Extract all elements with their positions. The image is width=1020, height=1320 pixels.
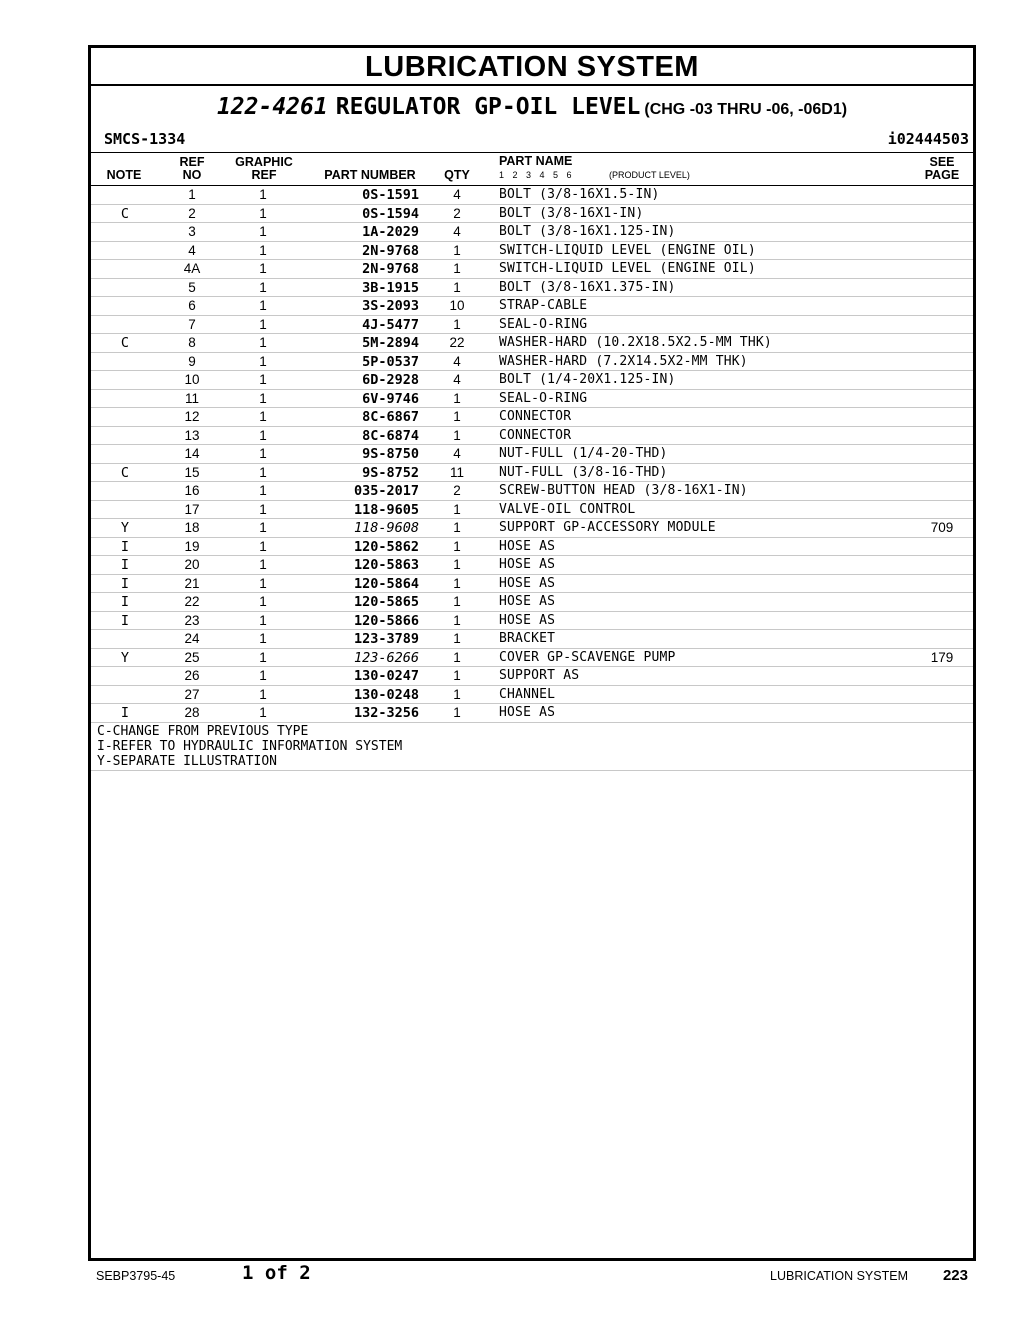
row-part-number: 120-5862 [353,538,419,555]
header-product-level: (PRODUCT LEVEL) [609,170,690,180]
row-qty: 4 [453,224,461,239]
row-ref-no: 28 [184,705,200,720]
row-ref-no: 21 [184,575,200,591]
header-part-name: PART NAME [499,154,573,168]
row-graphic-ref: 1 [259,594,267,609]
row-graphic-ref: 1 [259,316,267,332]
row-part-name: SWITCH-LIQUID LEVEL (ENGINE OIL) [499,261,756,276]
table-row [91,316,973,335]
row-graphic-ref: 1 [259,390,267,406]
row-part-name: BRACKET [499,631,556,646]
row-note: C [120,335,130,351]
group-part-number: 122-4261 [216,94,328,120]
smcs-line [91,128,973,152]
row-ref-no: 25 [184,649,200,665]
row-qty: 1 [453,575,461,591]
row-qty: 1 [453,649,461,665]
row-ref-no: 26 [184,668,200,683]
page-footer [96,1262,968,1288]
row-qty: 1 [453,242,461,258]
row-part-name: HOSE AS [499,575,556,591]
row-part-number: 130-0247 [353,668,419,684]
row-qty: 1 [453,261,461,276]
row-qty: 1 [453,612,461,628]
row-note: C [120,205,130,222]
smcs-code: SMCS-1334 [104,130,186,148]
table-row [91,686,973,705]
row-ref-no: 1 [188,187,196,202]
row-graphic-ref: 1 [259,279,267,295]
row-part-name: SEAL-O-RING [499,390,588,406]
row-ref-no: 27 [184,686,200,702]
row-part-name: HOSE AS [499,705,556,720]
row-qty: 10 [449,298,465,313]
row-graphic-ref: 1 [259,353,267,369]
row-part-name: BOLT (3/8-16X1.5-IN) [499,187,660,202]
table-row [91,445,973,464]
row-qty: 1 [453,557,461,572]
row-graphic-ref: 1 [259,483,267,498]
row-graphic-ref: 1 [259,187,267,202]
row-part-number: 120-5863 [353,557,419,573]
row-qty: 1 [453,427,461,443]
row-ref-no: 17 [184,501,200,517]
footer-page-number: 223 [942,1267,968,1284]
row-part-number: 123-3789 [353,631,419,647]
table-row [91,630,973,649]
row-part-number: 9S-8750 [362,446,419,462]
row-note: I [120,557,130,573]
row-ref-no: 18 [184,520,200,535]
row-see-page: 709 [930,520,954,535]
row-graphic-ref: 1 [259,464,267,480]
row-graphic-ref: 1 [259,557,267,572]
group-change-range: (CHG -03 THRU -06, -06D1) [644,101,848,118]
row-part-number: 3S-2093 [362,298,419,314]
section-title: LUBRICATION SYSTEM [91,48,973,86]
row-part-number: 123-6266 [353,649,419,666]
row-part-number: 118-9608 [353,520,419,536]
row-part-number: 2N-9768 [362,242,419,259]
row-part-number: 0S-1591 [362,187,419,203]
row-qty: 1 [453,501,461,517]
row-part-name: BOLT (3/8-16X1-IN) [499,205,644,221]
row-ref-no: 15 [184,464,200,480]
row-qty: 1 [453,316,461,332]
row-graphic-ref: 1 [259,298,267,313]
row-graphic-ref: 1 [259,575,267,591]
row-part-number: 2N-9768 [362,261,419,277]
header-ref: REF [179,155,205,169]
table-row [91,649,973,668]
row-part-name: COVER GP-SCAVENGE PUMP [499,649,676,665]
table-row [91,612,973,631]
row-ref-no: 7 [188,316,196,332]
row-graphic-ref: 1 [259,631,267,646]
table-row [91,667,973,686]
row-part-name: NUT-FULL (3/8-16-THD) [499,464,668,480]
row-ref-no: 8 [188,335,196,350]
row-qty: 1 [453,538,461,554]
row-part-name: WASHER-HARD (7.2X14.5X2-MM THK) [499,353,748,369]
row-note: I [120,705,130,721]
row-ref-no: 5 [188,279,196,295]
row-qty: 4 [453,187,461,202]
parts-page-frame [88,45,976,1261]
row-qty: 1 [453,686,461,702]
row-part-number: 8C-6867 [362,409,419,425]
row-graphic-ref: 1 [259,649,267,665]
row-note: Y [120,520,130,536]
row-ref-no: 2 [188,205,196,221]
row-part-name: CONNECTOR [499,427,572,443]
row-graphic-ref: 1 [259,335,267,350]
row-part-name: SCREW-BUTTON HEAD (3/8-16X1-IN) [499,483,748,498]
row-part-number: 120-5864 [353,575,419,592]
row-note: I [120,594,130,610]
row-part-number: 4J-5477 [362,316,419,333]
table-row [91,408,973,427]
footer-section: LUBRICATION SYSTEM [770,1269,908,1283]
row-graphic-ref: 1 [259,538,267,554]
row-qty: 1 [453,631,461,646]
row-part-number: 130-0248 [353,686,419,703]
group-heading [91,86,973,128]
table-row [91,223,973,242]
row-part-number: 1A-2029 [362,224,419,240]
header-graphic-ref: REF [251,168,277,182]
row-part-name: SEAL-O-RING [499,316,588,332]
footer-page-of: 1 of 2 [242,1262,311,1284]
row-ref-no: 6 [188,298,196,313]
header-see: SEE [929,155,955,169]
table-row [91,353,973,372]
table-row [91,575,973,594]
row-part-name: CONNECTOR [499,409,572,424]
row-ref-no: 12 [184,409,200,424]
row-ref-no: 22 [184,594,200,609]
note-change: C-CHANGE FROM PREVIOUS TYPE [97,723,309,739]
row-part-name: NUT-FULL (1/4-20-THD) [499,446,668,461]
header-note: NOTE [106,168,142,182]
table-row [91,279,973,298]
row-ref-no: 13 [184,427,200,443]
header-product-level-digits: 1 2 3 4 5 6 [499,170,572,180]
row-part-name: HOSE AS [499,538,556,554]
row-part-name: WASHER-HARD (10.2X18.5X2.5-MM THK) [499,335,772,350]
note-separate: Y-SEPARATE ILLUSTRATION [97,753,278,769]
header-part-number: PART NUMBER [324,168,416,182]
row-qty: 4 [453,446,461,461]
table-row [91,390,973,409]
row-part-number: 120-5865 [353,594,419,610]
row-graphic-ref: 1 [259,501,267,517]
row-ref-no: 9 [188,353,196,369]
table-row [91,427,973,446]
row-part-name: VALVE-OIL CONTROL [499,501,636,517]
table-row [91,464,973,483]
header-no: NO [182,168,202,182]
row-graphic-ref: 1 [259,686,267,702]
row-graphic-ref: 1 [259,372,267,387]
row-part-number: 120-5866 [353,612,419,629]
note-hydraulic: I-REFER TO HYDRAULIC INFORMATION SYSTEM [97,738,403,754]
row-part-name: BOLT (3/8-16X1.375-IN) [499,279,676,295]
table-row [91,538,973,557]
table-header [91,152,973,186]
row-ref-no: 19 [184,538,200,554]
table-row [91,205,973,224]
row-part-number: 118-9605 [353,501,419,518]
row-graphic-ref: 1 [259,446,267,461]
table-row [91,519,973,538]
row-qty: 4 [453,353,461,369]
notes-legend [91,723,973,771]
row-qty: 22 [449,335,465,350]
group-description: REGULATOR GP-OIL LEVEL [335,94,641,120]
table-row [91,242,973,261]
table-row [91,704,973,723]
row-qty: 1 [453,409,461,424]
row-graphic-ref: 1 [259,612,267,628]
row-see-page: 179 [930,649,954,665]
row-part-name: BOLT (3/8-16X1.125-IN) [499,224,676,239]
row-graphic-ref: 1 [259,668,267,683]
row-graphic-ref: 1 [259,224,267,239]
row-ref-no: 4 [188,242,196,258]
row-graphic-ref: 1 [259,427,267,443]
header-page: PAGE [924,168,960,182]
row-note: I [120,575,130,592]
row-part-number: 5P-0537 [362,353,419,370]
row-part-name: HOSE AS [499,557,556,572]
row-ref-no: 10 [184,372,200,387]
table-row [91,297,973,316]
table-row [91,371,973,390]
footer-doc-number: SEBP3795-45 [96,1269,176,1283]
row-ref-no: 23 [184,612,200,628]
row-ref-no: 14 [184,446,200,461]
row-part-name: HOSE AS [499,594,556,609]
row-part-name: BOLT (1/4-20X1.125-IN) [499,372,676,387]
row-part-name: SUPPORT GP-ACCESSORY MODULE [499,520,716,535]
row-qty: 2 [453,205,461,221]
row-part-number: 6V-9746 [362,390,419,407]
table-row [91,334,973,353]
row-qty: 1 [453,390,461,406]
row-part-name: SWITCH-LIQUID LEVEL (ENGINE OIL) [499,242,756,258]
row-ref-no: 11 [184,390,199,406]
row-part-number: 3B-1915 [362,279,419,296]
row-part-number: 6D-2928 [362,372,419,388]
parts-table-body [91,186,973,723]
row-part-number: 8C-6874 [362,427,419,444]
row-part-name: STRAP-CABLE [499,298,588,313]
row-part-number: 9S-8752 [362,464,419,481]
table-row [91,593,973,612]
row-qty: 11 [449,464,464,480]
row-ref-no: 20 [184,557,200,572]
row-part-number: 132-3256 [353,705,419,721]
row-graphic-ref: 1 [259,205,267,221]
row-note: C [120,464,130,481]
row-ref-no: 4A [183,261,201,276]
row-graphic-ref: 1 [259,261,267,276]
row-qty: 1 [453,520,461,535]
row-qty: 1 [453,279,461,295]
table-row [91,186,973,205]
table-row [91,482,973,501]
row-ref-no: 3 [188,224,196,239]
header-qty: QTY [444,168,470,182]
illustration-id: i02444503 [887,130,969,148]
table-row [91,260,973,279]
row-note: I [120,612,130,629]
row-qty: 4 [453,372,461,387]
row-part-name: SUPPORT AS [499,668,580,683]
row-graphic-ref: 1 [259,409,267,424]
row-ref-no: 16 [184,483,200,498]
row-part-number: 5M-2894 [362,335,419,351]
table-row [91,501,973,520]
row-note: I [120,538,130,555]
row-part-number: 035-2017 [353,483,419,499]
table-row [91,556,973,575]
row-part-number: 0S-1594 [362,205,419,222]
row-qty: 1 [453,705,461,720]
row-note: Y [120,649,130,666]
row-graphic-ref: 1 [259,242,267,258]
row-graphic-ref: 1 [259,705,267,720]
row-part-name: CHANNEL [499,686,556,702]
row-part-name: HOSE AS [499,612,556,628]
row-graphic-ref: 1 [259,520,267,535]
row-ref-no: 24 [184,631,200,646]
row-qty: 2 [453,483,461,498]
header-graphic: GRAPHIC [235,155,293,169]
row-qty: 1 [453,668,461,683]
row-qty: 1 [453,594,461,609]
